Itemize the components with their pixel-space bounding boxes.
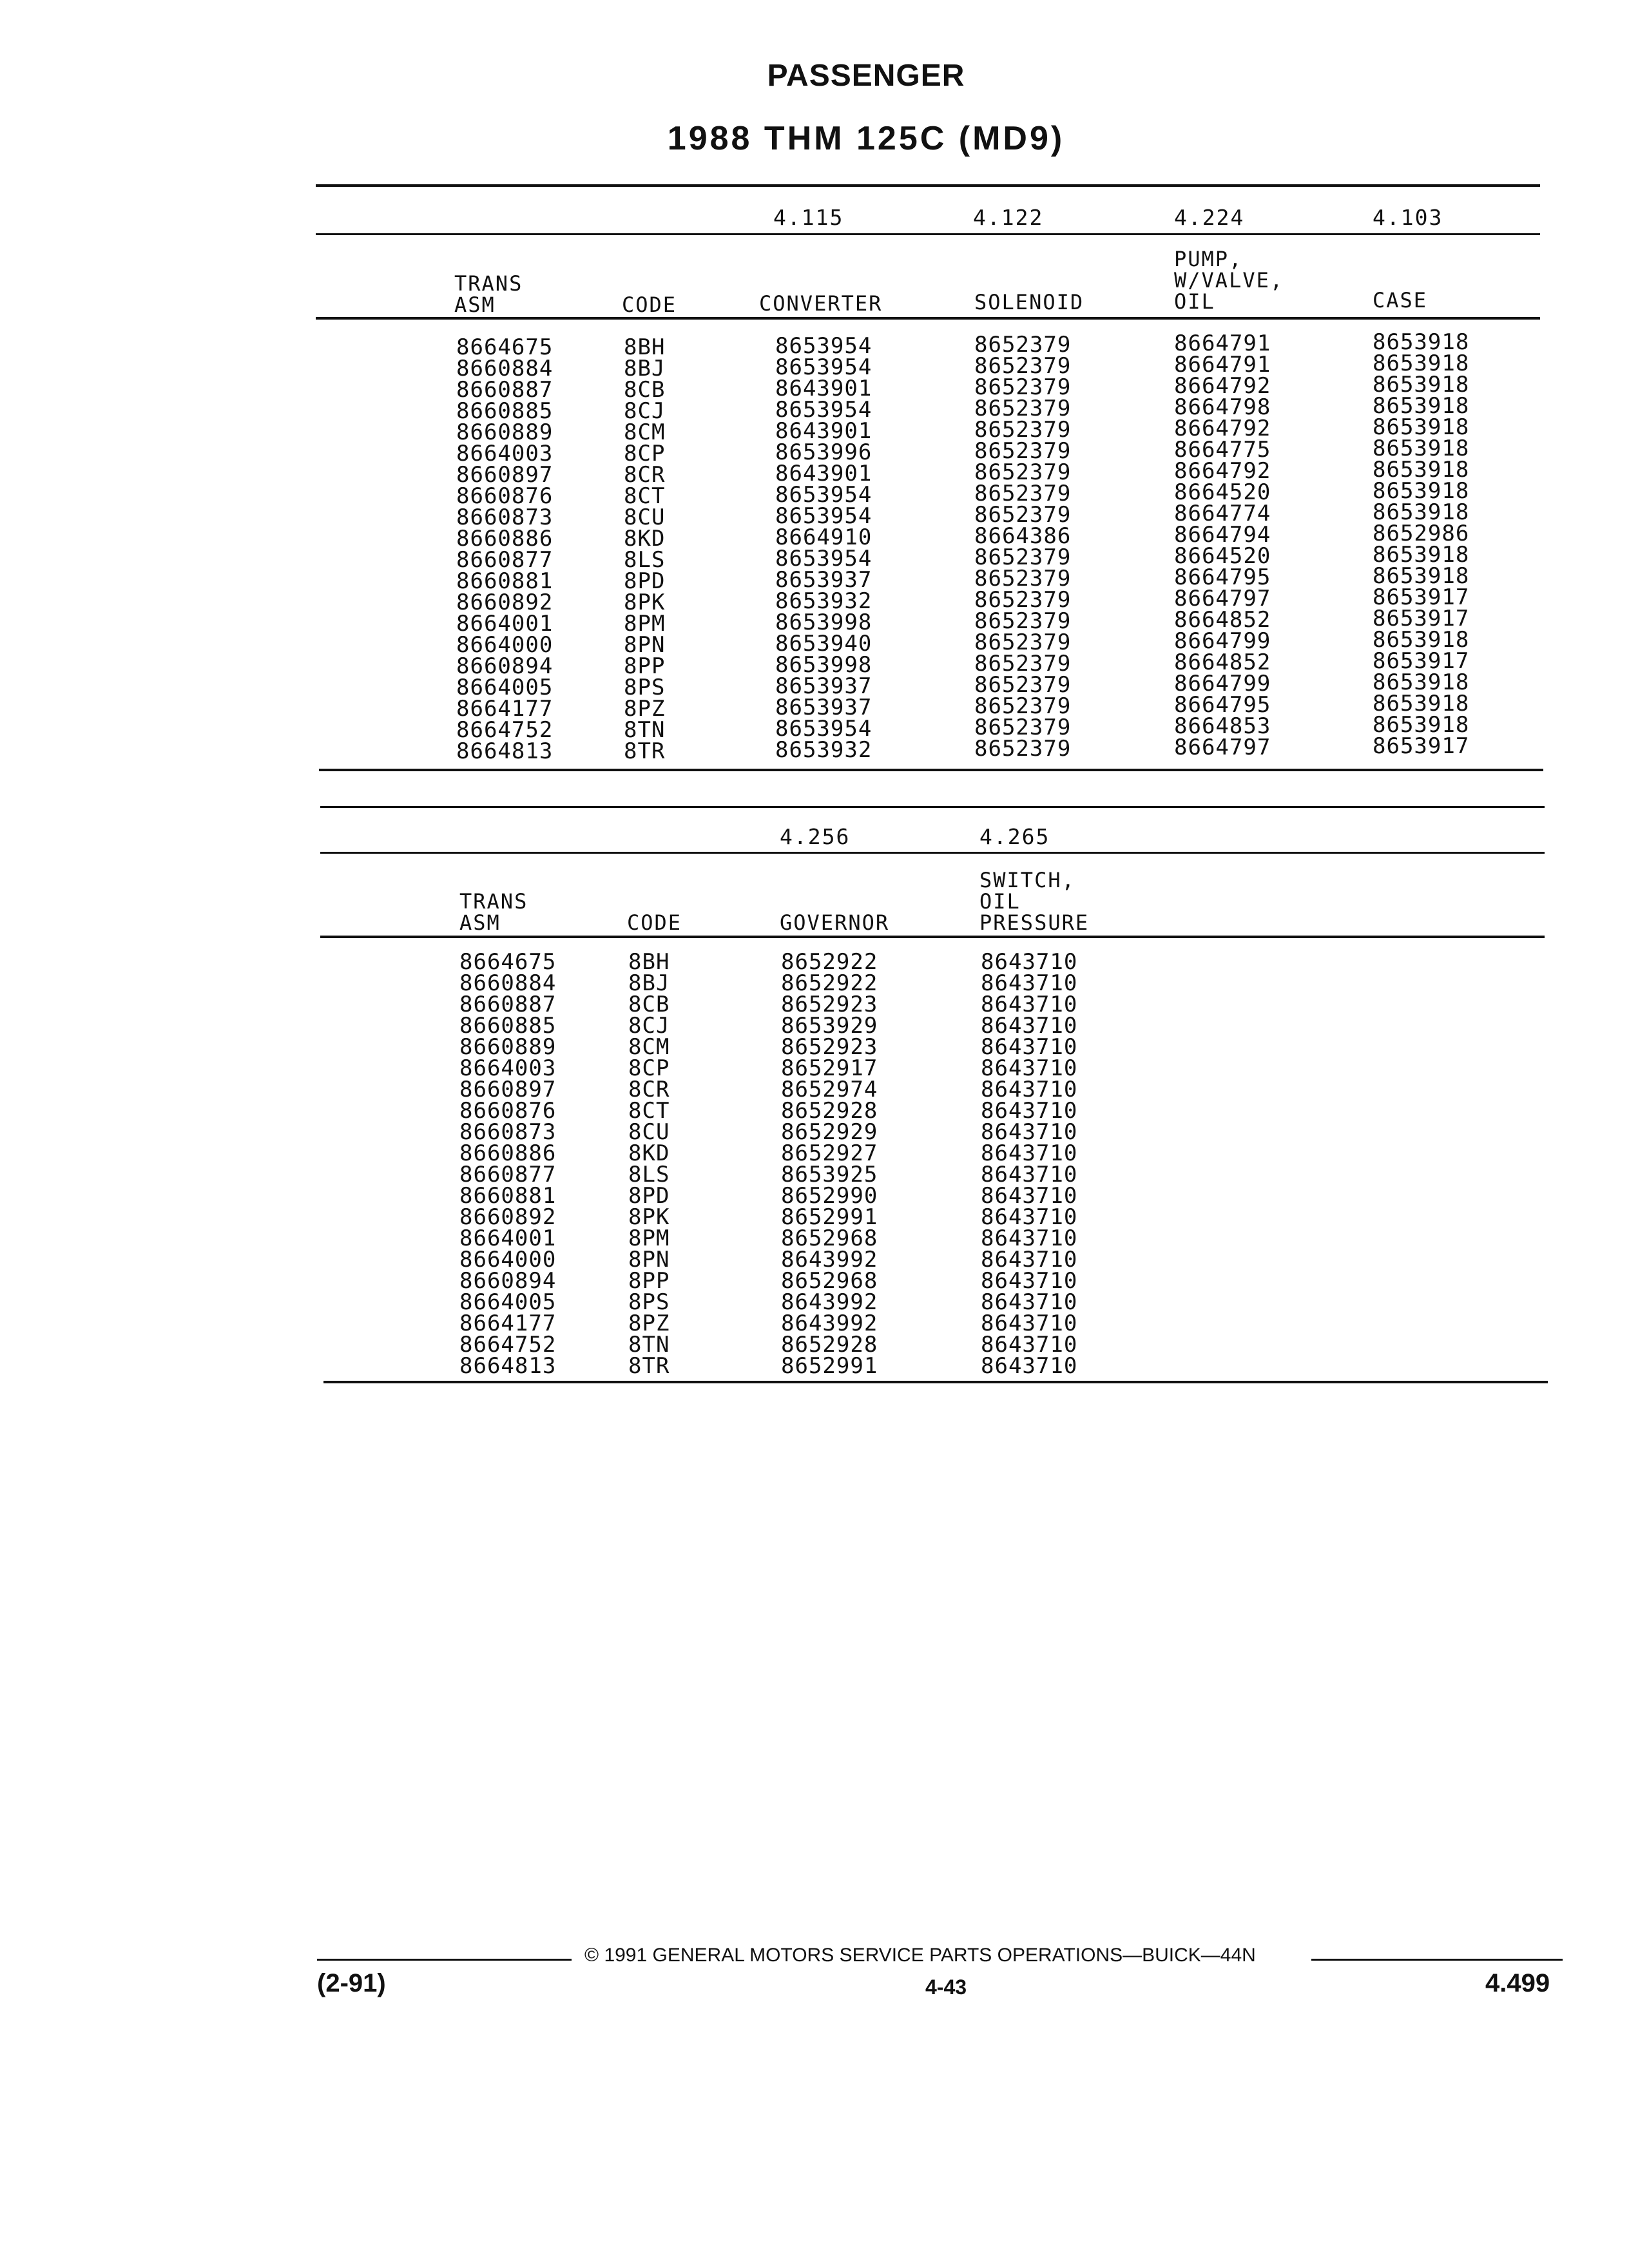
table-cell: 8660873	[459, 1119, 557, 1145]
table2-header-governor	[780, 912, 889, 934]
table-cell: 8660886	[456, 526, 554, 552]
table-cell: 8660885	[456, 398, 554, 424]
table-cell: 8PS	[624, 675, 666, 700]
table-cell: 8660877	[459, 1162, 557, 1187]
table-cell: 8653996	[775, 439, 872, 465]
table-cell: 8652379	[974, 693, 1072, 719]
table-cell: 8664386	[974, 523, 1072, 549]
table-cell: 8664795	[1174, 564, 1271, 590]
table-cell: 8653918	[1373, 669, 1470, 695]
table-cell: 8643710	[981, 1162, 1078, 1187]
table2-header-trans	[459, 891, 528, 934]
table-cell: 8PN	[628, 1247, 670, 1273]
table2-col-code	[628, 949, 670, 1379]
header-pump-line3: OIL	[1174, 289, 1215, 314]
table1-group-4103: 4.103	[1373, 205, 1443, 230]
table2-bottom-rule	[323, 1381, 1548, 1383]
table-cell: 8664675	[456, 334, 554, 360]
table-cell: 8CB	[628, 992, 670, 1017]
table-cell: 8664795	[1174, 692, 1271, 718]
table-cell: 8664000	[459, 1247, 557, 1273]
table-cell: 8664853	[1174, 713, 1271, 739]
table-cell: 8652968	[781, 1225, 878, 1251]
table-cell: 8664792	[1174, 416, 1271, 441]
footer-page-ref: 4-43	[925, 1975, 967, 1999]
table-cell: 8643710	[981, 1034, 1078, 1060]
table-cell: 8PK	[624, 590, 666, 615]
table-cell: 8653954	[775, 482, 872, 508]
table-cell: 8664005	[456, 675, 554, 700]
table-cell: 8664792	[1174, 373, 1271, 399]
table-cell: 8652922	[781, 949, 878, 975]
table-cell: 8652379	[974, 417, 1072, 443]
table-cell: 8643710	[981, 1332, 1078, 1358]
table-cell: 8652928	[781, 1332, 878, 1358]
table-cell: 8643710	[981, 1077, 1078, 1102]
table-cell: 8643992	[781, 1311, 878, 1336]
table-cell: 8653917	[1373, 648, 1470, 674]
table-cell: 8LS	[624, 547, 666, 573]
table-cell: 8643901	[775, 418, 872, 444]
table-cell: 8664177	[459, 1311, 557, 1336]
table1-header-rule	[316, 317, 1540, 320]
table-cell: 8664000	[456, 632, 554, 658]
table-cell: 8652379	[974, 715, 1072, 740]
header-case-text: CASE	[1373, 288, 1428, 312]
table1-col-pump	[1174, 333, 1271, 758]
table2-col-switch	[981, 949, 1078, 1379]
table-cell: 8652974	[781, 1077, 878, 1102]
table-cell: 8CJ	[628, 1013, 670, 1039]
table-cell: 8KD	[624, 526, 666, 552]
footer-page-number: 4.499	[1485, 1969, 1550, 1997]
table-cell: 8652991	[781, 1353, 878, 1379]
table2-top-rule	[320, 806, 1545, 808]
table-cell: 8652379	[974, 374, 1072, 400]
table-cell: 8643710	[981, 1247, 1078, 1273]
table-cell: 8660887	[459, 992, 557, 1017]
table-cell: 8664792	[1174, 458, 1271, 484]
header-pump-line2: W/VALVE,	[1174, 268, 1284, 293]
table-cell: 8652379	[974, 353, 1072, 379]
table-cell: 8PP	[628, 1268, 670, 1294]
header-solenoid-text: SOLENOID	[974, 290, 1084, 314]
table-cell: 8664752	[456, 717, 554, 743]
table-cell: 8652379	[974, 459, 1072, 485]
table-cell: 8660876	[456, 483, 554, 509]
table-cell: 8643710	[981, 1055, 1078, 1081]
table-cell: 8652922	[781, 970, 878, 996]
table-cell: 8652379	[974, 502, 1072, 528]
table-cell: 8652379	[974, 566, 1072, 591]
table-cell: 8653917	[1373, 606, 1470, 631]
table-cell: 8660892	[456, 590, 554, 615]
table-cell: 8664791	[1174, 331, 1271, 356]
table-cell: 8664799	[1174, 671, 1271, 697]
table-cell: 8653918	[1373, 499, 1470, 525]
table-cell: 8BJ	[624, 356, 666, 381]
table-cell: 8CM	[628, 1034, 670, 1060]
table-cell: 8653918	[1373, 414, 1470, 440]
footer-copyright: © 1991 GENERAL MOTORS SERVICE PARTS OPERATIONS—BUICK—44N	[584, 1945, 1256, 1966]
table-cell: 8652379	[974, 672, 1072, 698]
footer-rule-right	[1311, 1959, 1563, 1961]
table-cell: 8CT	[624, 483, 666, 509]
table1-group-4224: 4.224	[1174, 205, 1245, 230]
table-cell: 8664775	[1174, 437, 1271, 463]
table-cell: 8652379	[974, 332, 1072, 358]
table2-header-switch	[979, 870, 1089, 934]
table-cell: 8664774	[1174, 501, 1271, 526]
table2-header-code	[627, 912, 682, 934]
table-cell: 8CB	[624, 377, 666, 403]
table-cell: 8643710	[981, 1289, 1078, 1315]
table-cell: 8652379	[974, 481, 1072, 506]
table-cell: 8653918	[1373, 457, 1470, 483]
table-cell: 8652379	[974, 608, 1072, 634]
t2-header-trans-line2: ASM	[459, 910, 501, 935]
t2-header-switch-line3: PRESSURE	[979, 910, 1090, 935]
table-cell: 8643710	[981, 1140, 1078, 1166]
table2-header-rule	[320, 936, 1545, 938]
page-title: PASSENGER	[767, 59, 965, 93]
table-cell: 8652990	[781, 1183, 878, 1209]
table-cell: 8643710	[981, 1013, 1078, 1039]
table-cell: 8652923	[781, 1034, 878, 1060]
table-cell: 8CP	[628, 1055, 670, 1081]
table-cell: 8664794	[1174, 522, 1271, 548]
table-cell: 8652379	[974, 544, 1072, 570]
table-cell: 8660881	[459, 1183, 557, 1209]
table-cell: 8643710	[981, 1268, 1078, 1294]
table-cell: 8660886	[459, 1140, 557, 1166]
table-cell: 8653954	[775, 333, 872, 359]
table-cell: 8LS	[628, 1162, 670, 1187]
table-cell: 8TR	[624, 738, 666, 764]
t2-header-switch-line1: SWITCH,	[979, 868, 1075, 892]
table1-header-case	[1373, 290, 1427, 311]
table-cell: 8CP	[624, 441, 666, 466]
table2-group-4256: 4.256	[780, 824, 851, 849]
table-cell: 8BH	[624, 334, 666, 360]
table-cell: 8653918	[1373, 329, 1470, 355]
table-cell: 8660894	[456, 653, 554, 679]
table-cell: 8TR	[628, 1353, 670, 1379]
table-cell: 8653925	[781, 1162, 878, 1187]
table-cell: 8643710	[981, 1183, 1078, 1209]
table-cell: 8652379	[974, 629, 1072, 655]
header-pump-line1: PUMP,	[1174, 247, 1243, 271]
table-cell: 8643710	[981, 1353, 1078, 1379]
table-cell: 8652917	[781, 1055, 878, 1081]
table-cell: 8660881	[456, 568, 554, 594]
t2-header-governor-text: GOVERNOR	[780, 910, 890, 935]
table-cell: 8664520	[1174, 543, 1271, 569]
table-cell: 8664797	[1174, 586, 1271, 611]
footer-rule-left	[317, 1959, 572, 1961]
table2-group-4265: 4.265	[979, 824, 1050, 849]
table-cell: 8PN	[624, 632, 666, 658]
table-cell: 8652929	[781, 1119, 878, 1145]
table-cell: 8660897	[459, 1077, 557, 1102]
table-cell: 8652923	[781, 992, 878, 1017]
table-cell: 8643710	[981, 1311, 1078, 1336]
table-cell: 8660892	[459, 1204, 557, 1230]
table-cell: 8PZ	[628, 1311, 670, 1336]
table-cell: 8664001	[456, 611, 554, 637]
table-cell: 8652928	[781, 1098, 878, 1124]
table-cell: 8PM	[624, 611, 666, 637]
table-cell: 8653918	[1373, 393, 1470, 419]
table-cell: 8664001	[459, 1225, 557, 1251]
table-cell: 8664003	[456, 441, 554, 466]
table-cell: 8643710	[981, 1119, 1078, 1145]
table-cell: 8664520	[1174, 479, 1271, 505]
table-cell: 8BH	[628, 949, 670, 975]
table1-header-code	[622, 294, 677, 316]
header-converter-text: CONVERTER	[759, 291, 883, 316]
table-cell: 8KD	[628, 1140, 670, 1166]
table2-group-rule	[320, 852, 1545, 854]
table-cell: 8CU	[628, 1119, 670, 1145]
table-cell: 8653954	[775, 354, 872, 380]
table-cell: 8643710	[981, 1225, 1078, 1251]
table-cell: 8653954	[775, 397, 872, 423]
table-cell: 8653932	[775, 588, 872, 614]
t2-header-trans-line1: TRANS	[459, 889, 528, 914]
table-cell: 8PK	[628, 1204, 670, 1230]
table-cell: 8643901	[775, 461, 872, 486]
footer-date-code: (2-91)	[317, 1969, 386, 1997]
table-cell: 8652927	[781, 1140, 878, 1166]
table-cell: 8660889	[456, 419, 554, 445]
table-cell: 8TN	[624, 717, 666, 743]
table-cell: 8PD	[628, 1183, 670, 1209]
table-cell: 8652379	[974, 651, 1072, 677]
table-cell: 8664852	[1174, 607, 1271, 633]
table1-header-converter	[759, 293, 882, 314]
table1-group-4115: 4.115	[773, 205, 844, 230]
table1-col-trans-asm	[456, 334, 554, 764]
table-cell: 8660897	[456, 462, 554, 488]
table-cell: 8653918	[1373, 351, 1470, 376]
table-cell: 8653918	[1373, 542, 1470, 568]
header-code-text: CODE	[622, 293, 677, 317]
table-cell: 8643992	[781, 1289, 878, 1315]
table-cell: 8652986	[1373, 521, 1470, 546]
table-cell: 8652379	[974, 587, 1072, 613]
table-cell: 8664003	[459, 1055, 557, 1081]
table-cell: 8653918	[1373, 712, 1470, 738]
table-cell: 8643710	[981, 949, 1078, 975]
table-cell: 8664005	[459, 1289, 557, 1315]
table-cell: 8664797	[1174, 735, 1271, 760]
table-cell: 8664813	[459, 1353, 557, 1379]
table-cell: 8660884	[459, 970, 557, 996]
table-cell: 8664798	[1174, 394, 1271, 420]
table-cell: 8660889	[459, 1034, 557, 1060]
table-cell: 8653918	[1373, 478, 1470, 504]
table1-col-solenoid	[974, 334, 1071, 760]
table-cell: 8652991	[781, 1204, 878, 1230]
table1-group-rule	[316, 233, 1540, 235]
table1-header-solenoid	[974, 292, 1084, 313]
table-cell: 8652379	[974, 438, 1072, 464]
table-cell: 8653918	[1373, 563, 1470, 589]
table1-header-pump	[1174, 249, 1284, 312]
table-cell: 8643710	[981, 1098, 1078, 1124]
table-cell: 8664791	[1174, 352, 1271, 378]
table-cell: 8652379	[974, 736, 1072, 762]
table-cell: 8TN	[628, 1332, 670, 1358]
table-cell: 8PP	[624, 653, 666, 679]
header-trans-line2: ASM	[454, 293, 496, 317]
table-cell: 8664813	[456, 738, 554, 764]
table-cell: 8664852	[1174, 649, 1271, 675]
table-cell: 8643710	[981, 1204, 1078, 1230]
table-cell: 8653918	[1373, 627, 1470, 653]
table-cell: 8660887	[456, 377, 554, 403]
table1-group-4122: 4.122	[973, 205, 1044, 230]
table-cell: 8CJ	[624, 398, 666, 424]
table1-col-case	[1373, 329, 1470, 759]
table-cell: 8CT	[628, 1098, 670, 1124]
table-cell: 8653954	[775, 546, 872, 572]
table-cell: 8660873	[456, 505, 554, 530]
table-cell: 8653929	[781, 1013, 878, 1039]
table-cell: 8CR	[624, 462, 666, 488]
table-cell: 8CR	[628, 1077, 670, 1102]
table-cell: 8CU	[624, 505, 666, 530]
table-cell: 8653954	[775, 716, 872, 742]
table-cell: 8653917	[1373, 733, 1470, 759]
table-cell: 8660885	[459, 1013, 557, 1039]
table-cell: 8664799	[1174, 628, 1271, 654]
table-cell: 8653918	[1373, 436, 1470, 461]
table-cell: 8652968	[781, 1268, 878, 1294]
table-cell: 8660877	[456, 547, 554, 573]
table-cell: 8653918	[1373, 691, 1470, 716]
table-cell: 8CM	[624, 419, 666, 445]
table-cell: 8664675	[459, 949, 557, 975]
table1-header-trans	[454, 273, 523, 316]
table1-top-rule	[316, 184, 1540, 187]
table-cell: 8BJ	[628, 970, 670, 996]
table-cell: 8643901	[775, 376, 872, 401]
table1-bottom-rule	[319, 769, 1543, 771]
table-cell: 8PS	[628, 1289, 670, 1315]
table-cell: 8653998	[775, 610, 872, 635]
table-cell: 8643710	[981, 992, 1078, 1017]
table-cell: 8643710	[981, 970, 1078, 996]
t2-header-code-text: CODE	[627, 910, 682, 935]
table1-col-converter	[775, 333, 872, 763]
table-cell: 8653932	[775, 737, 872, 763]
table-cell: 8664910	[775, 524, 872, 550]
table-cell: 8653917	[1373, 584, 1470, 610]
table-cell: 8664752	[459, 1332, 557, 1358]
header-trans-line1: TRANS	[454, 271, 523, 296]
table-cell: 8PM	[628, 1225, 670, 1251]
page-subtitle: 1988 THM 125C (MD9)	[667, 120, 1065, 157]
table-cell: 8643992	[781, 1247, 878, 1273]
table-cell: 8660876	[459, 1098, 557, 1124]
table-cell: 8PZ	[624, 696, 666, 722]
table-cell: 8653937	[775, 695, 872, 720]
table1-col-code	[624, 334, 666, 764]
table-cell: 8653937	[775, 567, 872, 593]
table-cell: 8653940	[775, 631, 872, 657]
table2-col-governor	[781, 949, 878, 1379]
table-cell: 8652379	[974, 396, 1072, 421]
table2-col-trans-asm	[459, 949, 557, 1379]
table-cell: 8653998	[775, 652, 872, 678]
t2-header-switch-line2: OIL	[979, 889, 1021, 914]
table-cell: 8PD	[624, 568, 666, 594]
table-cell: 8660884	[456, 356, 554, 381]
table-cell: 8664177	[456, 696, 554, 722]
table-cell: 8653954	[775, 503, 872, 529]
table-cell: 8653918	[1373, 372, 1470, 398]
table-cell: 8653937	[775, 673, 872, 699]
table-cell: 8660894	[459, 1268, 557, 1294]
